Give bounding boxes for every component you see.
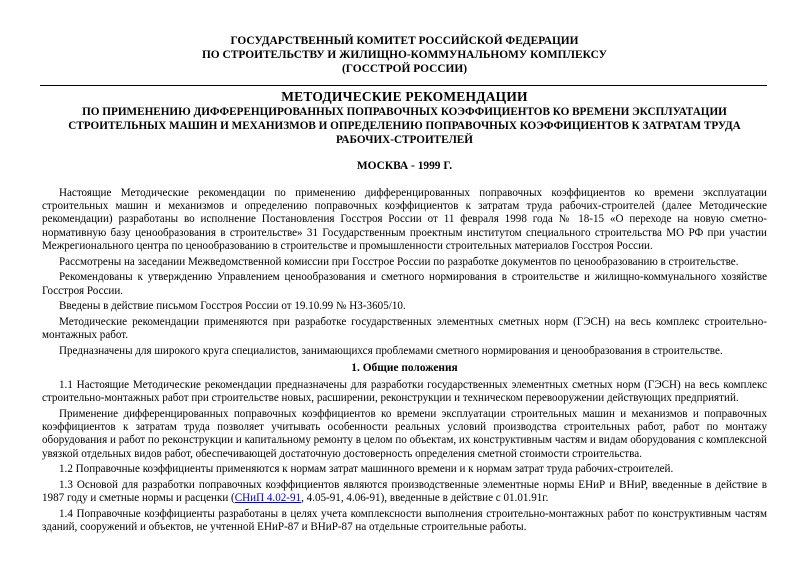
intro-paragraph: Методические рекомендации применяются при разработке государственных элементных сметных норм (ГЭСН) на весь комплекс строительно-монтажных работ. <box>42 316 767 342</box>
intro-paragraph: Рассмотрены на заседании Межведомственной комиссии при Госстрое России по разработке документов по ценообразованию в строительстве. <box>59 255 739 268</box>
intro-paragraph: Рекомендованы к утверждению Управлением ценообразования и сметного нормирования в строительстве и жилищно-коммунального хозяйстве Госстроя России. <box>42 271 767 297</box>
section-heading: 1. Общие положения <box>351 362 458 374</box>
section-paragraph: Применение дифференцированных поправочных коэффициентов ко времени эксплуатации строительных машин и механизмов и поправочных коэффициентов к затратам труда позволяет учитывать особенности реальных условий производства строительных работ, работ по монтажу оборудования и работ по реконструкции и капитальному ремонту в целом по объектам, их конструктивным частям и видам оборудования с комплексной увязкой отдельных видов работ, обеспечивающей достаточную достоверность определения сметной стоимости строительства. <box>42 408 767 460</box>
org-line-1: ГОСУДАРСТВЕННЫЙ КОМИТЕТ РОССИЙСКОЙ ФЕДЕРАЦИИ <box>230 35 579 47</box>
issuing-organization <box>42 34 767 76</box>
section-paragraph: 1.1 Настоящие Методические рекомендации предназначены для разработки государственных элементных сметных норм (ГЭСН) на весь комплекс строительно-монтажных работ при строительстве новых, расширении, реконструкции и техническом перевооружении действующих предприятий. <box>42 379 767 405</box>
org-line-2: ПО СТРОИТЕЛЬСТВУ И ЖИЛИЩНО-КОММУНАЛЬНОМУ КОМПЛЕКСУ <box>201 49 608 61</box>
paragraph-text: 1.3 Основой для разработки поправочных коэффициентов являются производственные элементные нормы ЕНиР и ВНиР, введенные в действие в 1987 году и сметные нормы и расценки ( <box>42 479 767 505</box>
intro-paragraph: Введены в действие письмом Госстроя России от 19.10.99 № НЗ-3605/10. <box>59 300 406 313</box>
section-paragraph: 1.4 Поправочные коэффициенты разработаны в целях учета комплексности выполнения строительно-монтажных работ по конструктивным частям зданий, сооружений и объектов, не учтенной ЕНиР-87 и ВНиР-87 на отдельные строительные работы. <box>42 508 767 534</box>
place-and-year: МОСКВА - 1999 Г. <box>356 160 453 172</box>
paragraph-text: , 4.05-91, 4.06-91), введенные в действие с 01.01.91г. <box>301 492 549 505</box>
snip-link[interactable]: СНиП 4.02-91 <box>234 492 302 505</box>
section-paragraph: 1.2 Поправочные коэффициенты применяются к нормам затрат машинного времени и к нормам затрат труда рабочих-строителей. <box>59 463 674 476</box>
intro-paragraph: Предназначены для широкого круга специалистов, занимающихся проблемами сметного нормирования и ценообразования в строительстве. <box>59 345 723 358</box>
header-divider <box>40 85 767 86</box>
document-title: МЕТОДИЧЕСКИЕ РЕКОМЕНДАЦИИ <box>281 89 528 104</box>
document-subtitle: ПО ПРИМЕНЕНИЮ ДИФФЕРЕНЦИРОВАННЫХ ПОПРАВОЧНЫХ КОЭФФИЦИЕНТОВ КО ВРЕМЕНИ ЭКСПЛУАТАЦИИ СТРОИТЕЛЬНЫХ МАШИН И МЕХАНИЗМОВ И ОПРЕДЕЛЕНИЮ ПОПРАВОЧНЫХ КОЭФФИЦИЕНТОВ К ЗАТРАТАМ ТРУДА РАБОЧИХ-СТРОИТЕЛЕЙ <box>68 106 741 146</box>
org-line-3: (ГОССТРОЙ РОССИИ) <box>341 63 468 75</box>
intro-paragraph: Настоящие Методические рекомендации по применению дифференцированных поправочных коэффициентов ко времени эксплуатации строительных машин и механизмов и определению поправочных коэффициентов к затратам труда рабочих-строителей (далее Методические рекомендации) разработаны во исполнение Постановления Госстроя России от 11 февраля 1998 года № 18-15 «О переходе на новую сметно-нормативную базу ценообразования в строительстве» 31 Государственным проектным институтом специального строительства МО РФ при участии Межрегионального центра по ценообразованию в строительстве и промышленности строительных материалов Госстроя России. <box>42 187 767 252</box>
section-paragraph-with-link <box>42 479 767 505</box>
document-body <box>42 187 767 535</box>
